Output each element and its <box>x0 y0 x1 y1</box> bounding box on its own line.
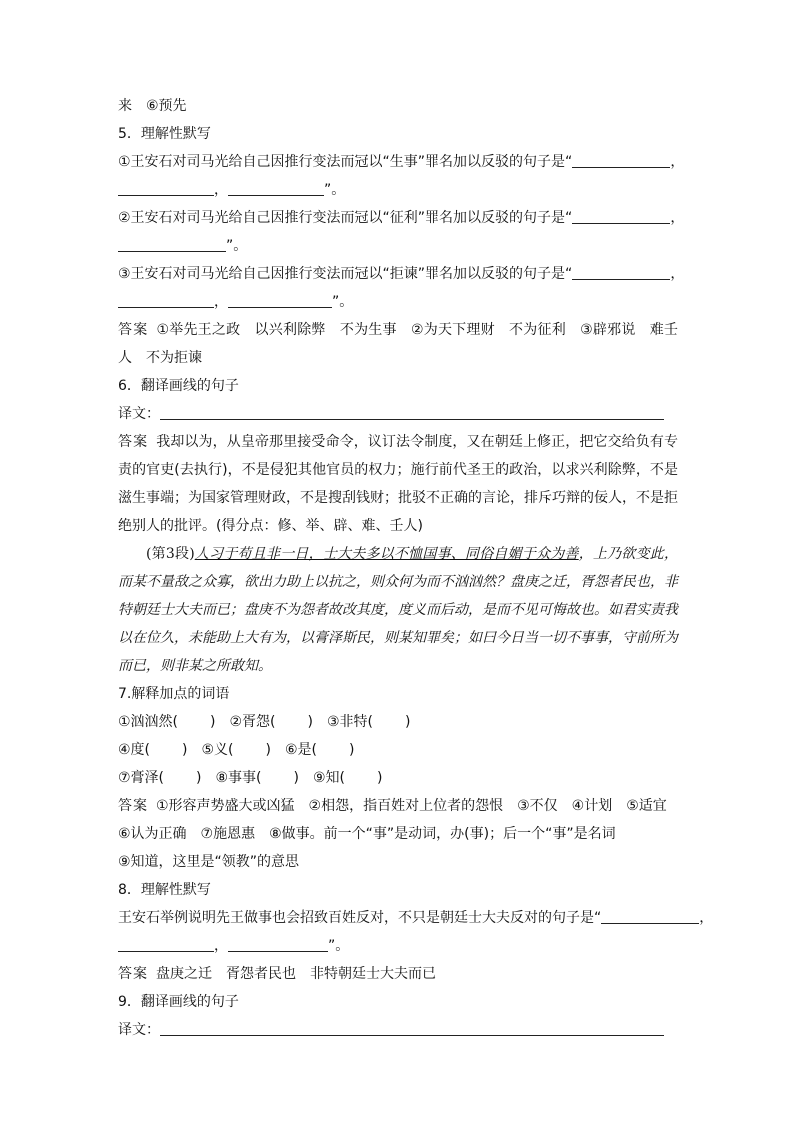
answer-label: 答案 <box>118 798 148 814</box>
translation-label: 译文： <box>118 1022 160 1038</box>
passage-underlined-sentence: 人习于苟且非一日，士大夫多以不恤国事、同俗自媚于众为善 <box>194 546 579 562</box>
fill-blank <box>118 936 214 952</box>
fill-blank <box>118 292 214 308</box>
q7-answer-line-2: ⑥认为正确 ⑦施恩惠 ⑧做事。前一个“事”是动词，办(事)；后一个“事”是名词 <box>118 826 616 842</box>
q7-answer-line-3: ⑨知道，这里是“领教”的意思 <box>118 854 300 870</box>
fill-blank <box>118 236 226 252</box>
q8-text: 王安石举例说明先王做事也会招致百姓反对，不只是朝廷士大夫反对的句子是“ <box>118 910 602 926</box>
q5-item-3: ③王安石对司马光给自己因推行变法而冠以“拒谏”罪名加以反驳的句子是“ ， <box>118 266 685 282</box>
translation-blank <box>160 1020 664 1036</box>
q7-row-1: ①汹汹然( ) ②胥怨( ) ③非特( ) <box>118 714 411 730</box>
q6-translation-line <box>118 400 678 428</box>
q5-item-3-text: ③王安石对司马光给自己因推行变法而冠以“拒谏”罪名加以反驳的句子是“ <box>118 266 573 282</box>
q9-translation-line <box>118 1016 678 1044</box>
translation-blank <box>160 404 664 420</box>
q5-item-1-cont: ， ”。 <box>118 176 678 204</box>
fill-blank <box>228 936 328 952</box>
q5-heading: 5．理解性默写 <box>118 126 211 142</box>
q8-item: 王安石举例说明先王做事也会招致百姓反对，不只是朝廷士大夫反对的句子是“ ， <box>118 910 714 926</box>
q8-heading: 8．理解性默写 <box>118 882 211 898</box>
q5-item-2-cont: ”。 <box>118 232 678 260</box>
q6-answer <box>118 428 678 540</box>
fill-blank <box>118 180 214 196</box>
answer-label: 答案 <box>118 434 149 450</box>
passage-paragraph-3 <box>118 540 678 680</box>
q6-heading: 6．翻译画线的句子 <box>118 378 239 394</box>
top-answer-continuation: 来 ⑥预先 <box>118 98 187 114</box>
fill-blank <box>572 264 670 280</box>
fill-blank <box>228 180 324 196</box>
passage-label: (第3段) <box>146 546 195 562</box>
q5-item-1: ①王安石对司马光给自己因推行变法而冠以“生事”罪名加以反驳的句子是“ ， <box>118 154 685 170</box>
answer-label: 答案 <box>118 322 149 338</box>
answer-label: 答案 <box>118 966 148 982</box>
q5-answer <box>118 316 678 372</box>
q5-item-3-cont: ， ”。 <box>118 288 678 316</box>
fill-blank <box>572 152 670 168</box>
q8-answer: 答案 盘庚之迁 胥怨者民也 非特朝廷士大夫而已 <box>118 966 436 982</box>
q7-heading: 7.解释加点的词语 <box>118 686 230 702</box>
fill-blank <box>228 292 332 308</box>
fill-blank <box>572 208 670 224</box>
document-page <box>118 92 714 1044</box>
passage-rest: ，上乃欲变此，而某不量敌之众寡，欲出力助上以抗之，则众何为而不汹汹然？盘庚之迁，胥怨者民也，非特朝廷士大夫而已；盘庚不为怨者故改其度，度义而后动，是而不见可悔故也。如君实责我以在位久，未能助上大有为，以膏泽斯民，则某知罪矣；如曰今日当一切不事事，守前所为而已，则非某之所敢知。 <box>118 546 679 674</box>
q7-answer-line-1: 答案 ①形容声势盛大或凶猛 ②相怨，指百姓对上位者的怨恨 ③不仅 ④计划 ⑤适宜 <box>118 798 667 814</box>
translation-label: 译文： <box>118 406 160 422</box>
q7-row-3: ⑦膏泽( ) ⑧事事( ) ⑨知( ) <box>118 770 383 786</box>
fill-blank <box>601 908 699 924</box>
q5-item-2-text: ②王安石对司马光给自己因推行变法而冠以“征利”罪名加以反驳的句子是“ <box>118 210 573 226</box>
q9-heading: 9．翻译画线的句子 <box>118 994 239 1010</box>
q8-item-cont: ， ”。 <box>118 932 678 960</box>
q6-answer-text: 我却以为，从皇帝那里接受命令，议订法令制度，又在朝廷上修正，把它交给负有专责的官吏(去执行)，不是侵犯其他官员的权力；施行前代圣王的政治，以求兴利除弊，不是滋生事端；为国家管理财政，不是搜刮钱财；批驳不正确的言论，排斥巧辩的佞人，不是拒绝别人的批评。(得分点：修、举、辟、难、壬人) <box>118 434 679 534</box>
q7-row-2: ④度( ) ⑤义( ) ⑥是( ) <box>118 742 355 758</box>
q5-answer-text: ①举先王之政 以兴利除弊 不为生事 ②为天下理财 不为征利 ③辟邪说 难壬人 不为拒谏 <box>118 322 679 366</box>
q5-item-1-text: ①王安石对司马光给自己因推行变法而冠以“生事”罪名加以反驳的句子是“ <box>118 154 573 170</box>
q5-item-2: ②王安石对司马光给自己因推行变法而冠以“征利”罪名加以反驳的句子是“ ， <box>118 210 685 226</box>
